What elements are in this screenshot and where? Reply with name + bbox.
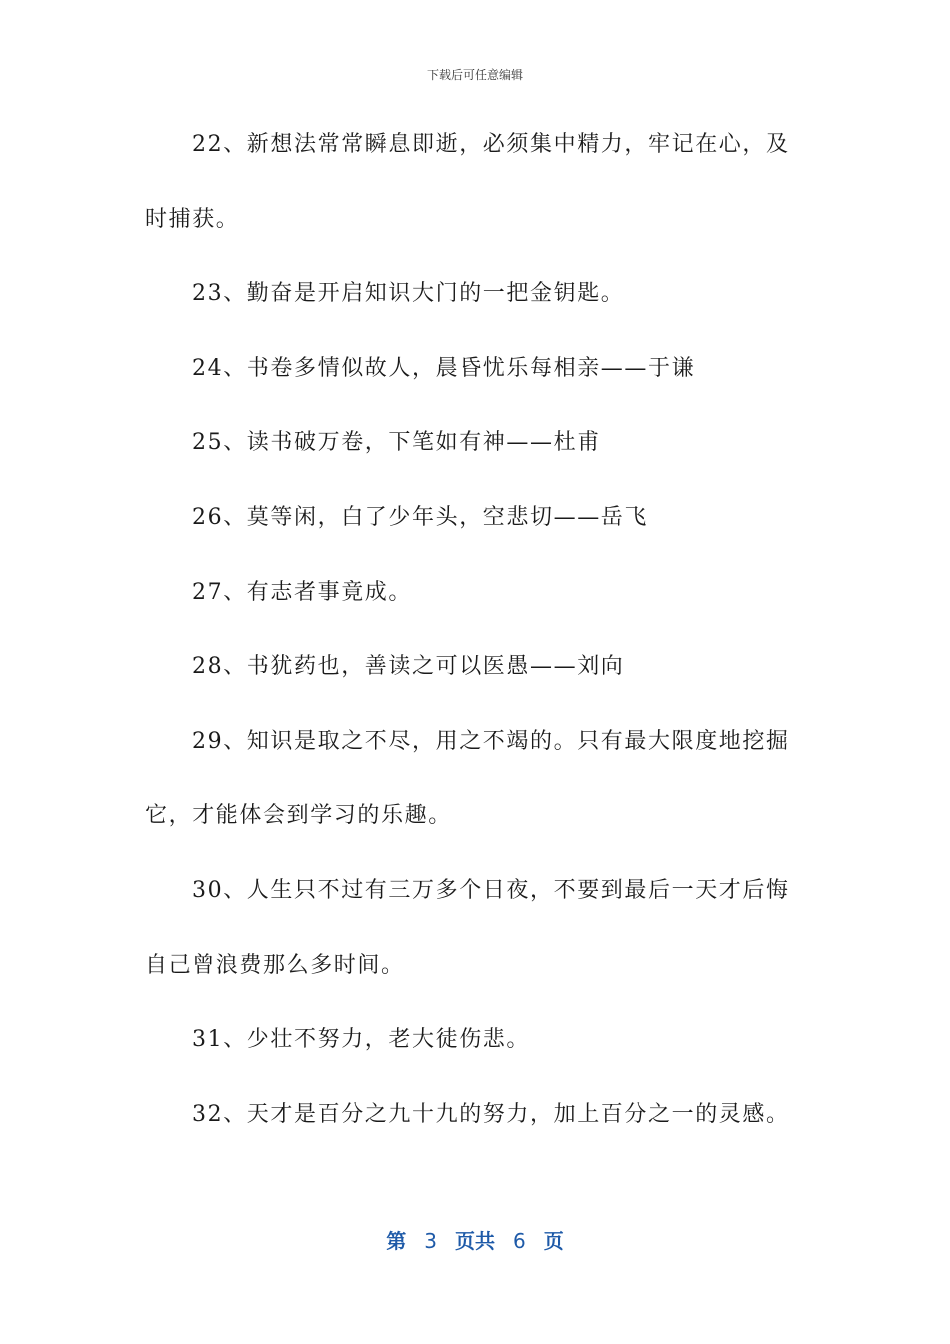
total-pages-number: 6 — [513, 1229, 526, 1253]
text-line: 24、书卷多情似故人，晨昏忧乐每相亲——于谦 — [192, 355, 696, 381]
document-body — [145, 118, 795, 1162]
text-line: 25、读书破万卷，下笔如有神——杜甫 — [192, 430, 601, 456]
text-line: 28、书犹药也，善读之可以医愚——刘向 — [192, 654, 625, 680]
page-footer — [0, 1225, 950, 1254]
text-line: 32、天才是百分之九十九的努力，加上百分之一的灵感。 — [192, 1101, 790, 1127]
page-header: 下载后可任意编辑 — [426, 68, 523, 82]
text-line: 它，才能体会到学习的乐趣。 — [145, 803, 452, 829]
current-page-number: 3 — [424, 1229, 437, 1253]
text-line: 31、少壮不努力，老大徒伤悲。 — [192, 1027, 530, 1053]
text-line: 自己曾浪费那么多时间。 — [145, 952, 405, 978]
text-line: 30、人生只不过有三万多个日夜，不要到最后一天才后悔 — [192, 877, 790, 903]
text-line: 29、知识是取之不尽，用之不竭的。只有最大限度地挖掘 — [192, 728, 790, 754]
text-line: 23、勤奋是开启知识大门的一把金钥匙。 — [192, 281, 625, 307]
footer-suffix: 页 — [543, 1229, 564, 1253]
text-line: 22、新想法常常瞬息即逝，必须集中精力，牢记在心，及 — [192, 132, 790, 157]
text-line: 26、莫等闲，白了少年头，空悲切——岳飞 — [192, 504, 648, 530]
footer-middle: 页共 — [455, 1229, 495, 1253]
text-line: 27、有志者事竟成。 — [192, 579, 412, 605]
text-line: 时捕获。 — [145, 206, 240, 232]
footer-prefix: 第 — [386, 1229, 407, 1253]
